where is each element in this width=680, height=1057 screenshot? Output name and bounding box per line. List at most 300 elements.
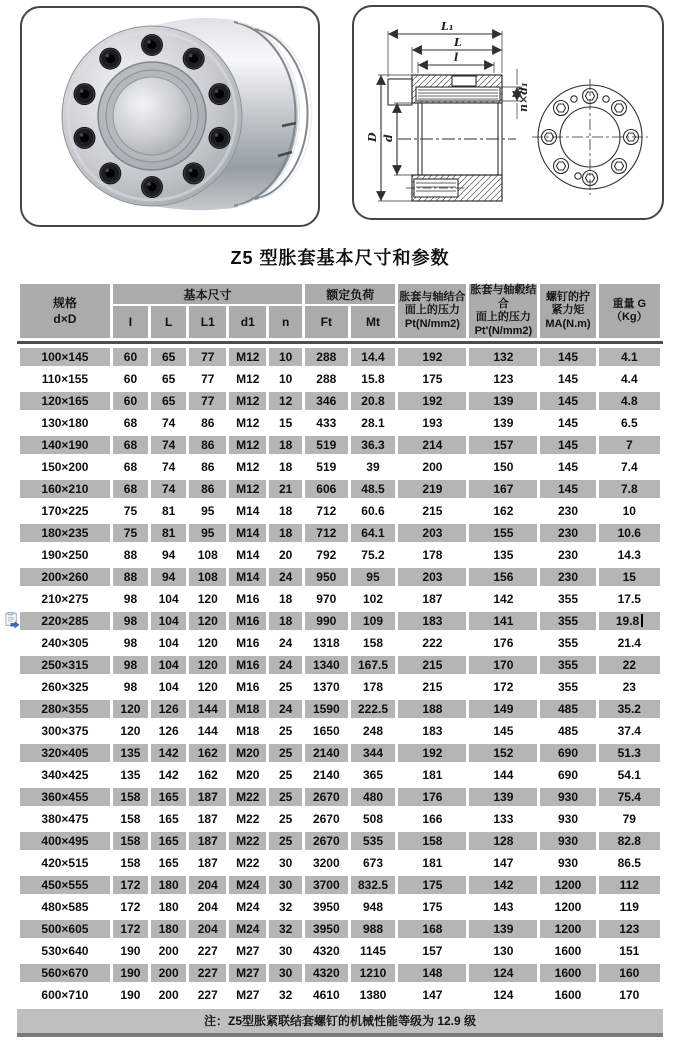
- table-cell: 176: [469, 634, 537, 652]
- spec-cell: 560×670: [20, 964, 110, 982]
- table-cell: 2140: [305, 766, 347, 784]
- bolt: [74, 127, 96, 149]
- table-row: [20, 458, 660, 476]
- table-cell: 12: [269, 392, 302, 410]
- table-cell: 1650: [305, 722, 347, 740]
- spec-cell: 300×375: [20, 722, 110, 740]
- table-cell: 145: [540, 436, 595, 454]
- spec-cell: 160×210: [20, 480, 110, 498]
- table-cell: 145: [540, 480, 595, 498]
- table-cell: M14: [229, 524, 266, 542]
- table-cell: M20: [229, 766, 266, 784]
- table-cell: 162: [469, 502, 537, 520]
- table-cell: M12: [229, 414, 266, 432]
- table-cell: 7.4: [599, 458, 660, 476]
- table-cell: 21.4: [599, 634, 660, 652]
- table-cell: 65: [151, 348, 186, 366]
- table-cell: 120: [189, 678, 226, 696]
- table-cell: 4.8: [599, 392, 660, 410]
- table-cell: 170: [599, 986, 660, 1004]
- table-cell: 535: [351, 832, 396, 850]
- table-cell: 60: [113, 392, 148, 410]
- table-cell: 15.8: [351, 370, 396, 388]
- table-cell: 88: [113, 568, 148, 586]
- table-row: [20, 942, 660, 960]
- table-cell: 172: [113, 898, 148, 916]
- table-cell: 86: [189, 414, 226, 432]
- bolt: [141, 176, 163, 198]
- table-cell: 133: [469, 810, 537, 828]
- table-cell: 150: [469, 458, 537, 476]
- table-cell: 162: [189, 744, 226, 762]
- table-cell: 120: [113, 722, 148, 740]
- table-cell: 156: [469, 568, 537, 586]
- spec-cell: 480×585: [20, 898, 110, 916]
- table-cell: 192: [398, 744, 466, 762]
- table-cell: 142: [469, 876, 537, 894]
- table-cell: 4.1: [599, 348, 660, 366]
- header-col-d1: d1: [229, 306, 266, 338]
- table-cell: 167: [469, 480, 537, 498]
- table-cell: 32: [269, 920, 302, 938]
- table-row: [20, 656, 660, 674]
- spec-cell: 280×355: [20, 700, 110, 718]
- spec-cell: 170×225: [20, 502, 110, 520]
- table-cell: 155: [469, 524, 537, 542]
- table-cell: 130: [469, 942, 537, 960]
- table-cell: 187: [189, 810, 226, 828]
- table-cell: 4610: [305, 986, 347, 1004]
- table-cell: 168: [398, 920, 466, 938]
- table-cell: 64.1: [351, 524, 396, 542]
- table-cell: M12: [229, 392, 266, 410]
- table-cell: 77: [189, 348, 226, 366]
- table-cell: 193: [398, 414, 466, 432]
- table-row: [20, 854, 660, 872]
- table-cell: 1600: [540, 942, 595, 960]
- table-cell: 20.8: [351, 392, 396, 410]
- table-row: [20, 876, 660, 894]
- table-cell: 28.1: [351, 414, 396, 432]
- table-cell: 203: [398, 524, 466, 542]
- table-row: [20, 612, 660, 630]
- dim-label-n-d1: n×d₁: [517, 82, 530, 112]
- table-cell: 112: [599, 876, 660, 894]
- table-cell: 142: [151, 744, 186, 762]
- table-row: [20, 546, 660, 564]
- table-cell: 712: [305, 524, 347, 542]
- table-cell: 18: [269, 458, 302, 476]
- bolt: [74, 83, 96, 105]
- table-cell: M12: [229, 436, 266, 454]
- front-view: [532, 79, 648, 195]
- table-row: [20, 568, 660, 586]
- table-cell: 187: [189, 788, 226, 806]
- table-cell: M20: [229, 744, 266, 762]
- screw-hole: [612, 101, 627, 116]
- table-cell: M12: [229, 480, 266, 498]
- table-cell: 123: [469, 370, 537, 388]
- spec-cell: 450×555: [20, 876, 110, 894]
- table-cell: 108: [189, 546, 226, 564]
- table-cell: 157: [398, 942, 466, 960]
- table-cell: 2670: [305, 810, 347, 828]
- table-cell: 144: [189, 700, 226, 718]
- table-cell: 149: [469, 700, 537, 718]
- table-cell: 192: [398, 392, 466, 410]
- table-cell: 690: [540, 766, 595, 784]
- table-row: [20, 524, 660, 542]
- table-cell: 227: [189, 942, 226, 960]
- table-cell: 355: [540, 590, 595, 608]
- table-cell: 65: [151, 392, 186, 410]
- table-cell: 24: [269, 656, 302, 674]
- table-cell: 219: [398, 480, 466, 498]
- table-cell: 158: [398, 832, 466, 850]
- table-cell: M24: [229, 898, 266, 916]
- table-cell: 712: [305, 502, 347, 520]
- table-cell: 19.8: [599, 612, 660, 630]
- table-cell: 178: [398, 546, 466, 564]
- table-cell: 1200: [540, 876, 595, 894]
- spec-cell: 260×325: [20, 678, 110, 696]
- table-cell: 222.5: [351, 700, 396, 718]
- table-cell: 123: [599, 920, 660, 938]
- table-cell: 203: [398, 568, 466, 586]
- table-cell: 144: [189, 722, 226, 740]
- table-cell: 230: [540, 568, 595, 586]
- bolt: [141, 34, 163, 56]
- table-cell: 950: [305, 568, 347, 586]
- table-cell: 160: [599, 964, 660, 982]
- table-cell: M14: [229, 568, 266, 586]
- table-row: [20, 678, 660, 696]
- table-cell: 180: [151, 876, 186, 894]
- technical-drawing: [354, 7, 662, 218]
- table-cell: 10: [269, 370, 302, 388]
- table-cell: 2140: [305, 744, 347, 762]
- table-cell: 165: [151, 788, 186, 806]
- table-cell: M16: [229, 656, 266, 674]
- table-cell: M24: [229, 920, 266, 938]
- table-cell: 158: [113, 810, 148, 828]
- table-cell: M12: [229, 458, 266, 476]
- table-cell: 74: [151, 414, 186, 432]
- table-cell: 183: [398, 612, 466, 630]
- screw-hole: [554, 101, 569, 116]
- table-cell: M12: [229, 348, 266, 366]
- table-row: [20, 480, 660, 498]
- table-cell: 22: [599, 656, 660, 674]
- table-cell: 190: [113, 942, 148, 960]
- table-cell: 24: [269, 634, 302, 652]
- spec-cell: 250×315: [20, 656, 110, 674]
- header-col-Mt: Mt: [351, 306, 396, 338]
- text-caret: [641, 614, 643, 627]
- table-cell: 485: [540, 722, 595, 740]
- table-cell: 25: [269, 810, 302, 828]
- table-cell: 145: [540, 392, 595, 410]
- table-cell: 248: [351, 722, 396, 740]
- table-cell: M27: [229, 986, 266, 1004]
- table-cell: 1380: [351, 986, 396, 1004]
- table-cell: 187: [189, 854, 226, 872]
- spec-cell: 130×180: [20, 414, 110, 432]
- header-group-basic: 基本尺寸: [113, 284, 302, 304]
- header-col-L1: L1: [189, 306, 226, 338]
- table-cell: 158: [113, 788, 148, 806]
- table-cell: 215: [398, 678, 466, 696]
- table-cell: 128: [469, 832, 537, 850]
- table-cell: 18: [269, 612, 302, 630]
- small-hole: [575, 173, 581, 179]
- table-cell: 120: [189, 590, 226, 608]
- table-cell: 519: [305, 436, 347, 454]
- bolt: [99, 48, 121, 70]
- table-cell: 3200: [305, 854, 347, 872]
- table-cell: 690: [540, 744, 595, 762]
- table-cell: 139: [469, 788, 537, 806]
- table-cell: 172: [113, 920, 148, 938]
- table-cell: 355: [540, 634, 595, 652]
- table-cell: 25: [269, 832, 302, 850]
- table-cell: 1145: [351, 942, 396, 960]
- table-cell: 68: [113, 414, 148, 432]
- table-cell: 204: [189, 920, 226, 938]
- table-cell: M22: [229, 854, 266, 872]
- table-cell: M24: [229, 876, 266, 894]
- table-cell: 162: [189, 766, 226, 784]
- table-cell: 54.1: [599, 766, 660, 784]
- table-row: [20, 590, 660, 608]
- table-row: [20, 766, 660, 784]
- table-row: [20, 744, 660, 762]
- table-cell: 227: [189, 986, 226, 1004]
- table-row: [20, 810, 660, 828]
- spec-cell: 220×285: [20, 612, 110, 630]
- table-cell: 365: [351, 766, 396, 784]
- table-cell: 355: [540, 612, 595, 630]
- table-cell: 32: [269, 898, 302, 916]
- table-cell: 200: [151, 964, 186, 982]
- table-cell: 230: [540, 502, 595, 520]
- table-cell: 930: [540, 854, 595, 872]
- table-cell: 188: [398, 700, 466, 718]
- table-cell: 181: [398, 766, 466, 784]
- spec-cell: 500×605: [20, 920, 110, 938]
- table-cell: 86.5: [599, 854, 660, 872]
- table-cell: 18: [269, 524, 302, 542]
- table-cell: 4.4: [599, 370, 660, 388]
- table-cell: 930: [540, 810, 595, 828]
- table-cell: 215: [398, 502, 466, 520]
- table-cell: 2670: [305, 832, 347, 850]
- spec-cell: 190×250: [20, 546, 110, 564]
- table-cell: 165: [151, 832, 186, 850]
- table-cell: 15: [599, 568, 660, 586]
- table-cell: 68: [113, 458, 148, 476]
- table-cell: M22: [229, 810, 266, 828]
- spec-cell: 210×275: [20, 590, 110, 608]
- table-cell: 88: [113, 546, 148, 564]
- table-cell: 3950: [305, 898, 347, 916]
- table-row: [20, 986, 660, 1004]
- table-cell: 165: [151, 854, 186, 872]
- spec-cell: 420×515: [20, 854, 110, 872]
- table-cell: 6.5: [599, 414, 660, 432]
- table-note: 注：Z5型胀紧联结套螺钉的机械性能等级为 12.9 级: [17, 1009, 663, 1037]
- spec-cell: 530×640: [20, 942, 110, 960]
- dim-label-L: L: [454, 36, 462, 49]
- table-cell: 215: [398, 656, 466, 674]
- table-cell: M18: [229, 700, 266, 718]
- table-cell: 95: [189, 502, 226, 520]
- table-cell: 7: [599, 436, 660, 454]
- table-cell: 480: [351, 788, 396, 806]
- table-cell: 200: [151, 942, 186, 960]
- table-cell: 119: [599, 898, 660, 916]
- spec-table: [17, 282, 663, 1037]
- paste-options-icon[interactable]: [5, 612, 20, 629]
- header-col-Ft: Ft: [305, 306, 347, 338]
- table-cell: 18: [269, 590, 302, 608]
- table-cell: 74: [151, 480, 186, 498]
- spec-cell: 320×405: [20, 744, 110, 762]
- table-cell: 74: [151, 436, 186, 454]
- table-cell: 126: [151, 700, 186, 718]
- table-cell: 135: [113, 766, 148, 784]
- table-cell: 94: [151, 546, 186, 564]
- table-cell: 17.5: [599, 590, 660, 608]
- table-cell: 1200: [540, 898, 595, 916]
- table-cell: 139: [469, 920, 537, 938]
- table-cell: 158: [113, 854, 148, 872]
- table-cell: 25: [269, 678, 302, 696]
- table-cell: 230: [540, 546, 595, 564]
- table-cell: 60.6: [351, 502, 396, 520]
- dim-label-d: d: [382, 134, 395, 142]
- small-hole: [603, 96, 609, 102]
- table-cell: 98: [113, 634, 148, 652]
- table-cell: 187: [398, 590, 466, 608]
- screw-hole: [554, 159, 569, 174]
- header-col-L: L: [151, 306, 186, 338]
- table-cell: 792: [305, 546, 347, 564]
- table-cell: 86: [189, 458, 226, 476]
- table-cell: 141: [469, 612, 537, 630]
- table-cell: M14: [229, 502, 266, 520]
- table-cell: 288: [305, 370, 347, 388]
- table-cell: 77: [189, 392, 226, 410]
- table-cell: 25: [269, 722, 302, 740]
- table-cell: 98: [113, 678, 148, 696]
- bolt: [99, 162, 121, 184]
- table-cell: 214: [398, 436, 466, 454]
- header-col-n: n: [269, 306, 302, 338]
- table-cell: 145: [469, 722, 537, 740]
- table-cell: 7.8: [599, 480, 660, 498]
- spec-cell: 140×190: [20, 436, 110, 454]
- table-cell: 222: [398, 634, 466, 652]
- table-cell: 147: [398, 986, 466, 1004]
- table-row: [20, 634, 660, 652]
- table-cell: 183: [398, 722, 466, 740]
- table-cell: 948: [351, 898, 396, 916]
- table-cell: 170: [469, 656, 537, 674]
- table-cell: 86: [189, 480, 226, 498]
- table-cell: 30: [269, 964, 302, 982]
- product-photo: [22, 8, 318, 225]
- header-spec: 规格 d×D: [20, 284, 110, 338]
- table-cell: 120: [189, 656, 226, 674]
- table-cell: 187: [189, 832, 226, 850]
- header-ma: 螺钉的拧 紧力矩 MA(N.m): [540, 284, 595, 338]
- table-cell: 145: [540, 348, 595, 366]
- table-cell: 144: [469, 766, 537, 784]
- table-cell: 120: [189, 634, 226, 652]
- table-cell: 145: [540, 458, 595, 476]
- table-cell: 14.3: [599, 546, 660, 564]
- bolt: [209, 127, 231, 149]
- table-cell: 132: [469, 348, 537, 366]
- table-cell: 175: [398, 876, 466, 894]
- table-cell: 139: [469, 392, 537, 410]
- table-cell: 433: [305, 414, 347, 432]
- table-row: [20, 788, 660, 806]
- table-cell: 158: [113, 832, 148, 850]
- table-cell: 175: [398, 370, 466, 388]
- table-cell: 519: [305, 458, 347, 476]
- table-cell: 21: [269, 480, 302, 498]
- screw-hole: [612, 159, 627, 174]
- table-cell: 157: [469, 436, 537, 454]
- table-cell: 68: [113, 436, 148, 454]
- table-cell: 1200: [540, 920, 595, 938]
- table-cell: 930: [540, 788, 595, 806]
- table-cell: 930: [540, 832, 595, 850]
- table-cell: 4320: [305, 964, 347, 982]
- technical-drawing-panel: [352, 5, 664, 220]
- table-cell: 104: [151, 656, 186, 674]
- table-cell: 135: [113, 744, 148, 762]
- table-body: [20, 348, 660, 1004]
- table-cell: 24: [269, 568, 302, 586]
- table-cell: 98: [113, 612, 148, 630]
- table-cell: 181: [398, 854, 466, 872]
- spec-table-header: [17, 282, 663, 340]
- table-cell: 192: [398, 348, 466, 366]
- dim-label-l: l: [454, 51, 459, 64]
- section-view: [366, 20, 530, 201]
- table-cell: M16: [229, 612, 266, 630]
- table-cell: 355: [540, 678, 595, 696]
- table-cell: 86: [189, 436, 226, 454]
- table-row: [20, 964, 660, 982]
- product-photo-panel: [20, 6, 320, 227]
- table-cell: M12: [229, 370, 266, 388]
- table-cell: 68: [113, 480, 148, 498]
- table-cell: 124: [469, 986, 537, 1004]
- header-pt2: 胀套与轴毂结合 面上的压力 Pt'(N/mm2): [470, 284, 537, 337]
- table-cell: 18: [269, 502, 302, 520]
- table-cell: 990: [305, 612, 347, 630]
- table-cell: 143: [469, 898, 537, 916]
- table-row: [20, 700, 660, 718]
- table-cell: 204: [189, 876, 226, 894]
- table-cell: M22: [229, 832, 266, 850]
- table-cell: 124: [469, 964, 537, 982]
- table-cell: 10: [599, 502, 660, 520]
